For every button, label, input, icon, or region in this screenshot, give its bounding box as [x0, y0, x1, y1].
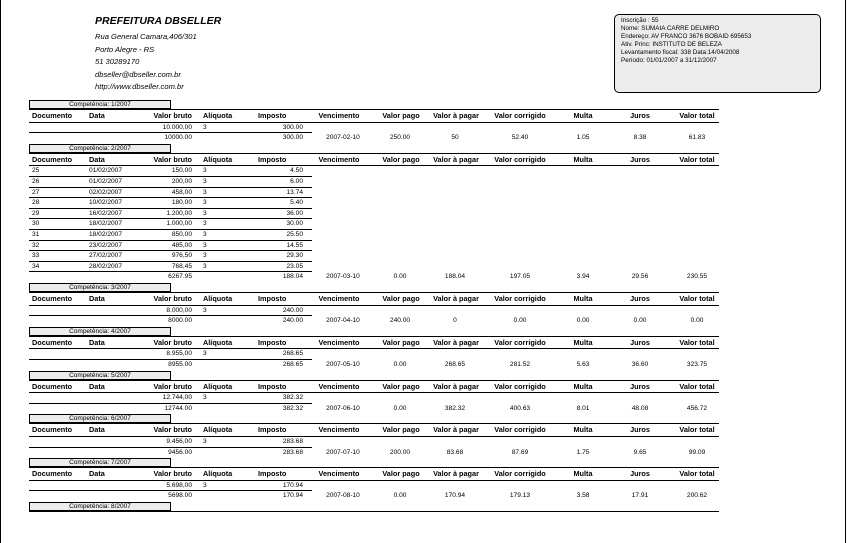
header-bruto: Valor bruto — [153, 381, 192, 391]
header-corr: Valor corrigido — [494, 381, 546, 391]
header-imp: Imposto — [258, 111, 287, 120]
header-multa: Multa — [573, 337, 593, 347]
table-row — [0, 393, 848, 403]
total-vencimento: 2007-05-10 — [326, 361, 360, 368]
cell-aliquota: 3 — [203, 262, 207, 270]
header-corr: Valor corrigido — [494, 111, 546, 120]
total-vencimento: 2007-03-10 — [326, 273, 360, 281]
total-valor-bruto: 10000.00 — [164, 134, 192, 142]
period-total-row — [0, 316, 848, 326]
header-juros: Juros — [630, 294, 650, 303]
cell-valor-bruto: 150,00 — [171, 167, 192, 175]
total-valor-bruto: 8000.00 — [168, 317, 192, 325]
total-vencimento: 2007-07-10 — [326, 448, 360, 456]
table-row — [0, 198, 848, 208]
header-bruto: Valor bruto — [153, 425, 192, 435]
total-valor-corrigido: 197.05 — [509, 273, 531, 281]
header-total: Valor total — [679, 425, 715, 435]
header-date: Data — [89, 425, 105, 435]
header-venc: Vencimento — [318, 469, 360, 479]
company-city: Porto Alegre - RS — [95, 44, 155, 54]
header-juros: Juros — [630, 381, 650, 391]
competencia-label: Competência: 1/2007 — [29, 100, 171, 109]
total-valor-pago: 0.00 — [393, 492, 407, 500]
column-header-row — [0, 382, 848, 392]
header-aliq: Alíquota — [203, 425, 233, 435]
competencia-label: Competência: 7/2007 — [29, 458, 171, 467]
total-multa: 3.94 — [576, 273, 590, 281]
cell-valor-bruto: 12.744,00 — [162, 394, 192, 402]
total-valor-pago: 200.00 — [389, 448, 411, 456]
table-row — [0, 219, 848, 229]
total-vencimento: 2007-02-10 — [326, 134, 360, 142]
header-doc: Documento — [32, 469, 73, 479]
period-divider — [29, 109, 719, 110]
total-valor-total: 230.55 — [686, 273, 708, 281]
column-header-row — [0, 425, 848, 435]
total-multa: 3.58 — [576, 492, 590, 500]
header-multa: Multa — [573, 154, 593, 164]
cell-documento: 31 — [32, 231, 40, 238]
period-total-row — [0, 404, 848, 414]
total-valor-a-pagar: 188.04 — [444, 273, 466, 281]
header-corr: Valor corrigido — [494, 469, 546, 479]
period-total-row — [0, 360, 848, 370]
header-aliq: Alíquota — [203, 154, 233, 164]
header-aliq: Alíquota — [203, 469, 233, 479]
cell-aliquota: 3 — [203, 252, 207, 260]
cell-valor-bruto: 1.200,00 — [166, 209, 192, 217]
column-header-row — [0, 338, 848, 348]
cell-aliquota: 3 — [203, 231, 207, 238]
cell-imposto: 6.00 — [290, 178, 303, 185]
header-imp: Imposto — [258, 337, 287, 347]
header-doc: Documento — [32, 337, 73, 347]
period-total-row — [0, 272, 848, 282]
cell-aliquota: 3 — [203, 438, 207, 445]
period-divider — [29, 292, 719, 293]
header-apagar: Valor à pagar — [433, 154, 479, 164]
header-multa: Multa — [573, 111, 593, 120]
total-valor-corrigido: 281.52 — [509, 361, 531, 368]
cell-imposto: 30.00 — [286, 220, 303, 228]
cell-imposto: 268.65 — [282, 350, 303, 358]
header-total: Valor total — [679, 111, 715, 120]
total-multa: 5.63 — [576, 361, 590, 368]
header-apagar: Valor à pagar — [433, 111, 479, 120]
competencia-label: Competência: 6/2007 — [29, 414, 171, 423]
cell-data: 18/02/2007 — [89, 231, 123, 238]
header-date: Data — [89, 294, 105, 303]
cell-aliquota: 3 — [203, 394, 207, 402]
header-imp: Imposto — [258, 294, 287, 303]
cell-imposto: 240.00 — [282, 306, 303, 314]
total-valor-corrigido: 0.00 — [513, 317, 527, 325]
total-vencimento: 2007-08-10 — [326, 492, 360, 500]
cell-aliquota: 3 — [203, 178, 207, 185]
column-header-row — [0, 294, 848, 304]
cell-valor-bruto: 8.955,00 — [166, 350, 192, 358]
total-valor-total: 99.09 — [688, 448, 706, 456]
competencia-label: Competência: 8/2007 — [29, 502, 171, 511]
taxpayer-levantamento: Levantamento fiscal: 338 Data:14/04/2008 — [621, 48, 740, 56]
header-doc: Documento — [32, 111, 73, 120]
column-header-row — [0, 155, 848, 165]
cell-valor-bruto: 8.000,00 — [166, 306, 192, 314]
header-venc: Vencimento — [318, 381, 360, 391]
total-juros: 29.56 — [631, 273, 649, 281]
table-row — [0, 262, 848, 272]
total-imposto: 300.00 — [282, 134, 303, 142]
header-juros: Juros — [630, 111, 650, 120]
total-juros: 9.65 — [633, 448, 647, 456]
total-imposto: 170.94 — [282, 492, 303, 500]
header-apagar: Valor à pagar — [433, 425, 479, 435]
period-divider — [29, 467, 719, 468]
header-bruto: Valor bruto — [153, 469, 192, 479]
header-pago: Valor pago — [382, 425, 420, 435]
header-corr: Valor corrigido — [494, 154, 546, 164]
total-valor-a-pagar: 170.94 — [444, 492, 466, 500]
cell-data: 01/02/2007 — [89, 167, 123, 175]
taxpayer-endereco: Endereço: AV FRANCO 3676 BOBAID 695653 — [621, 32, 752, 40]
cell-imposto: 14.55 — [286, 241, 303, 249]
cell-valor-bruto: 10.000,00 — [162, 123, 192, 131]
header-imp: Imposto — [258, 425, 287, 435]
cell-imposto: 283.68 — [282, 438, 303, 445]
table-row — [0, 481, 848, 491]
total-multa: 1.75 — [576, 448, 590, 456]
header-date: Data — [89, 337, 105, 347]
header-date: Data — [89, 469, 105, 479]
table-row — [0, 230, 848, 240]
header-venc: Vencimento — [318, 154, 360, 164]
cell-imposto: 29.30 — [286, 252, 303, 260]
company-address: Rua General Camara,406/301 — [95, 32, 197, 41]
header-apagar: Valor à pagar — [433, 469, 479, 479]
period-divider — [29, 423, 719, 424]
cell-aliquota: 3 — [203, 481, 207, 489]
header-multa: Multa — [573, 469, 593, 479]
total-valor-pago: 0.00 — [393, 273, 407, 281]
header-total: Valor total — [679, 469, 715, 479]
cell-valor-bruto: 200,00 — [171, 178, 192, 185]
header-venc: Vencimento — [318, 337, 360, 347]
period-total-row — [0, 448, 848, 458]
header-doc: Documento — [32, 154, 73, 164]
total-imposto: 268.65 — [282, 361, 303, 368]
cell-imposto: 382.32 — [282, 394, 303, 402]
total-valor-corrigido: 400.63 — [509, 404, 531, 412]
cell-documento: 29 — [32, 209, 40, 217]
cell-valor-bruto: 458,00 — [171, 188, 192, 196]
total-valor-total: 200.62 — [686, 492, 708, 500]
header-pago: Valor pago — [382, 337, 420, 347]
cell-aliquota: 3 — [203, 199, 207, 207]
total-valor-pago: 250.00 — [389, 134, 411, 142]
cell-aliquota: 3 — [203, 209, 207, 217]
total-multa: 1.05 — [576, 134, 590, 142]
taxpayer-info-box — [614, 14, 821, 93]
total-valor-total: 0.00 — [690, 317, 704, 325]
cell-data: 27/02/2007 — [89, 252, 123, 260]
table-row — [0, 166, 848, 176]
header-multa: Multa — [573, 381, 593, 391]
competencia-label: Competência: 3/2007 — [29, 283, 171, 292]
header-juros: Juros — [630, 469, 650, 479]
total-juros: 17.91 — [631, 492, 649, 500]
table-row — [0, 251, 848, 261]
table-row — [0, 123, 848, 133]
header-multa: Multa — [573, 294, 593, 303]
header-doc: Documento — [32, 381, 73, 391]
cell-documento: 34 — [32, 262, 40, 270]
total-imposto: 283.68 — [282, 448, 303, 456]
total-valor-pago: 240.00 — [389, 317, 411, 325]
total-valor-corrigido: 87.69 — [511, 448, 529, 456]
total-multa: 8.01 — [576, 404, 590, 412]
table-row — [0, 437, 848, 447]
taxpayer-inscricao: Inscrição : 55 — [621, 17, 659, 24]
period-total-row — [0, 133, 848, 143]
header-aliq: Alíquota — [203, 294, 233, 303]
competencia-label: Competência: 2/2007 — [29, 144, 171, 153]
cell-documento: 25 — [32, 167, 40, 175]
cell-valor-bruto: 180,00 — [171, 199, 192, 207]
header-date: Data — [89, 154, 105, 164]
cell-imposto: 23.05 — [286, 262, 303, 270]
header-venc: Vencimento — [318, 111, 360, 120]
header-apagar: Valor à pagar — [433, 294, 479, 303]
total-valor-total: 61.83 — [688, 134, 706, 142]
column-header-row — [0, 469, 848, 479]
cell-documento: 26 — [32, 178, 40, 185]
total-valor-total: 456.72 — [686, 404, 708, 412]
table-row — [0, 177, 848, 187]
total-valor-corrigido: 179.13 — [509, 492, 531, 500]
header-bruto: Valor bruto — [153, 337, 192, 347]
total-valor-a-pagar: 268.65 — [444, 361, 466, 368]
cell-aliquota: 3 — [203, 123, 207, 131]
total-valor-bruto: 9456.00 — [168, 448, 192, 456]
table-row — [0, 241, 848, 251]
total-juros: 36.60 — [631, 361, 649, 368]
header-bruto: Valor bruto — [153, 111, 192, 120]
total-valor-bruto: 6267.95 — [168, 273, 192, 281]
company-header — [95, 14, 221, 94]
header-pago: Valor pago — [382, 154, 420, 164]
table-row — [0, 188, 848, 198]
total-valor-a-pagar: 0 — [453, 317, 457, 325]
total-imposto: 188.04 — [282, 273, 303, 281]
taxpayer-nome: Nome: SUMAIA CARRE DELMIRO — [621, 24, 720, 32]
cell-imposto: 4.50 — [290, 167, 303, 175]
cell-data: 23/02/2007 — [89, 241, 123, 249]
header-corr: Valor corrigido — [494, 337, 546, 347]
header-bruto: Valor bruto — [153, 294, 192, 303]
header-corr: Valor corrigido — [494, 294, 546, 303]
cell-data: 02/02/2007 — [89, 188, 123, 196]
cell-aliquota: 3 — [203, 350, 207, 358]
cell-documento: 28 — [32, 199, 40, 207]
header-date: Data — [89, 381, 105, 391]
cell-imposto: 13.74 — [286, 188, 303, 196]
total-valor-bruto: 5698.00 — [168, 492, 192, 500]
cell-valor-bruto: 5.698,00 — [166, 481, 192, 489]
header-date: Data — [89, 111, 105, 120]
cell-imposto: 36.00 — [286, 209, 303, 217]
header-imp: Imposto — [258, 469, 287, 479]
total-imposto: 240.00 — [282, 317, 303, 325]
taxpayer-atividade: Ativ. Princ: INSTITUTO DE BELEZA — [621, 40, 722, 48]
competencia-label: Competência: 5/2007 — [29, 371, 171, 380]
header-venc: Vencimento — [318, 294, 360, 303]
header-total: Valor total — [679, 337, 715, 347]
company-phone: 51 30289170 — [95, 57, 140, 67]
cell-aliquota: 3 — [203, 167, 207, 175]
total-multa: 0.00 — [576, 317, 590, 325]
total-valor-pago: 0.00 — [393, 404, 407, 412]
total-juros: 48.08 — [631, 404, 649, 412]
header-corr: Valor corrigido — [494, 425, 546, 435]
header-multa: Multa — [573, 425, 593, 435]
cell-aliquota: 3 — [203, 241, 207, 249]
cell-imposto: 170.94 — [282, 481, 303, 489]
header-venc: Vencimento — [318, 425, 360, 435]
cell-valor-bruto: 485,00 — [171, 241, 192, 249]
cell-aliquota: 3 — [203, 306, 207, 314]
period-divider — [29, 511, 719, 512]
header-juros: Juros — [630, 154, 650, 164]
header-imp: Imposto — [258, 154, 287, 164]
table-row — [0, 209, 848, 219]
total-valor-a-pagar: 83.68 — [446, 448, 464, 456]
period-total-row — [0, 491, 848, 501]
header-pago: Valor pago — [382, 111, 420, 120]
period-divider — [29, 336, 719, 337]
header-pago: Valor pago — [382, 469, 420, 479]
cell-documento: 30 — [32, 220, 40, 228]
total-vencimento: 2007-04-10 — [326, 317, 360, 325]
total-valor-corrigido: 52.40 — [511, 134, 529, 142]
header-juros: Juros — [630, 425, 650, 435]
header-total: Valor total — [679, 294, 715, 303]
period-divider — [29, 153, 719, 154]
total-juros: 0.00 — [633, 317, 647, 325]
header-pago: Valor pago — [382, 294, 420, 303]
cell-data: 28/02/2007 — [89, 262, 123, 270]
company-website: http://www.dbseller.com.br — [95, 82, 184, 92]
cell-valor-bruto: 850,00 — [171, 231, 192, 238]
header-bruto: Valor bruto — [153, 154, 192, 164]
header-aliq: Alíquota — [203, 111, 233, 120]
competencia-label: Competência: 4/2007 — [29, 327, 171, 336]
company-name: PREFEITURA DBSELLER — [95, 15, 222, 27]
header-juros: Juros — [630, 337, 650, 347]
header-apagar: Valor à pagar — [433, 381, 479, 391]
cell-documento: 32 — [32, 241, 40, 249]
header-total: Valor total — [679, 154, 715, 164]
cell-documento: 27 — [32, 188, 40, 196]
cell-valor-bruto: 9.456,00 — [166, 438, 192, 445]
cell-valor-bruto: 768,45 — [171, 262, 192, 270]
header-aliq: Alíquota — [203, 381, 233, 391]
cell-data: 16/02/2007 — [89, 209, 123, 217]
column-header-row — [0, 111, 848, 121]
total-valor-pago: 0.00 — [393, 361, 407, 368]
cell-aliquota: 3 — [203, 188, 207, 196]
total-imposto: 382.32 — [282, 404, 303, 412]
header-apagar: Valor à pagar — [433, 337, 479, 347]
header-doc: Documento — [32, 294, 73, 303]
company-email: dbseller@dbseller.com.br — [95, 69, 181, 79]
taxpayer-periodo: Período: 01/01/2007 a 31/12/2007 — [621, 56, 717, 64]
cell-valor-bruto: 976,50 — [171, 252, 192, 260]
total-valor-total: 323.75 — [686, 361, 708, 368]
cell-data: 10/02/2007 — [89, 199, 123, 207]
header-doc: Documento — [32, 425, 73, 435]
total-valor-bruto: 12744.00 — [164, 404, 192, 412]
period-divider — [29, 380, 719, 381]
total-vencimento: 2007-06-10 — [326, 404, 360, 412]
header-aliq: Alíquota — [203, 337, 233, 347]
cell-valor-bruto: 1.000,00 — [166, 220, 192, 228]
cell-data: 18/02/2007 — [89, 220, 123, 228]
header-pago: Valor pago — [382, 381, 420, 391]
cell-data: 01/02/2007 — [89, 178, 123, 185]
cell-imposto: 5.40 — [290, 199, 303, 207]
header-total: Valor total — [679, 381, 715, 391]
total-valor-a-pagar: 382.32 — [444, 404, 466, 412]
header-imp: Imposto — [258, 381, 287, 391]
cell-imposto: 25.50 — [286, 231, 303, 238]
table-row — [0, 306, 848, 316]
table-row — [0, 349, 848, 359]
cell-aliquota: 3 — [203, 220, 207, 228]
total-valor-a-pagar: 50 — [451, 134, 459, 142]
cell-imposto: 300.00 — [282, 123, 303, 131]
total-valor-bruto: 8955.00 — [168, 361, 192, 368]
total-juros: 8.38 — [633, 134, 647, 142]
cell-documento: 33 — [32, 252, 40, 260]
